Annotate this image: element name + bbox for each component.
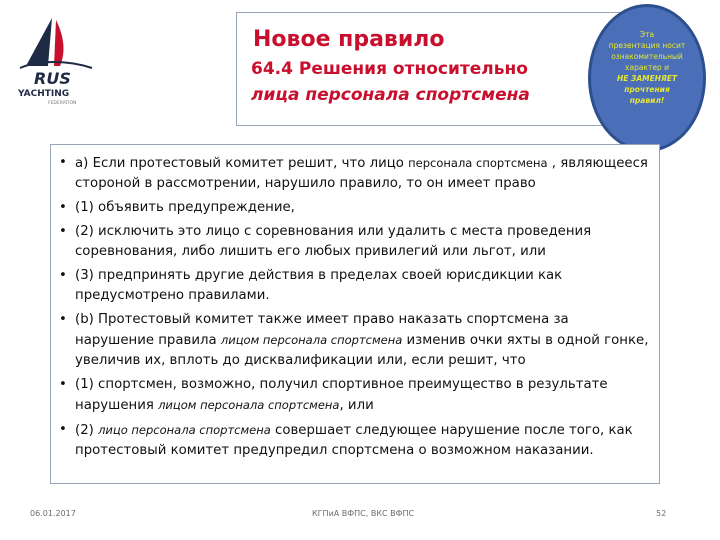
bullet: • (59, 200, 67, 215)
bullet: • (59, 377, 67, 392)
badge-emphasis: правил! (629, 96, 665, 105)
logo-rus-text: RUS (34, 69, 71, 88)
item-text: (1) объявить предупреждение, (75, 200, 295, 215)
badge-line: ознакомительный (611, 52, 683, 61)
list-item (59, 153, 649, 194)
item-term: лицом персонала спортсмена (158, 398, 340, 412)
badge-line: презентация носит (608, 41, 686, 50)
list-item (59, 198, 649, 218)
item-text: , являющееся стороной в рассмотрении, нарушило правило, то он имеет право (75, 156, 648, 191)
item-text: (1) спортсмен, возможно, получил спортивное преимущество в результате нарушения (75, 377, 608, 413)
item-text: (3) предпринять другие действия в пределах своей юрисдикции как предусмотрено правилами. (75, 268, 563, 303)
badge-emphasis: прочтения (624, 85, 670, 94)
item-text: изменив очки яхты в одной гонке, увеличив их, вплоть до дисквалификации или, если решит, что (75, 333, 649, 368)
item-term: лицо персонала спортсмена (98, 423, 271, 437)
logo-federation-text: FEDERATION (48, 101, 77, 106)
rus-yachting-logo (8, 14, 104, 106)
bullet: • (59, 422, 67, 437)
footer-organization: КГПиА ВФПС, ВКС ВФПС (312, 509, 415, 518)
bullet: • (59, 224, 67, 239)
rule-text-box (50, 144, 660, 484)
badge-emphasis: НЕ ЗАМЕНЯЕТ (616, 74, 678, 83)
list-item (59, 375, 649, 416)
list-item (59, 222, 649, 262)
badge-line: Эта (639, 30, 655, 39)
item-text: , или (339, 398, 374, 413)
list-item (59, 266, 649, 306)
slide-subtitle-topic: лица персонала спортсмена (251, 85, 530, 105)
item-term: лицом персонала спортсмена (220, 333, 403, 347)
footer-date: 06.01.2017 (30, 509, 76, 518)
slide-title: Новое правило (253, 27, 445, 52)
logo-yachting-text: YACHTING (18, 89, 70, 99)
slide-subtitle-rule: 64.4 Решения относительно (251, 59, 528, 79)
bullet: • (59, 312, 67, 327)
item-text: (b) Протестовый комитет также имеет право наказать спортсмена за нарушение правила (75, 312, 569, 348)
item-term: персонала спортсмена (408, 156, 548, 170)
list-item (59, 420, 649, 461)
item-text: совершает следующее нарушение после того, как протестовый комитет предупредил спортсмена о возможном наказании. (75, 423, 633, 458)
item-text: (2) (75, 423, 99, 438)
title-box (236, 12, 638, 126)
badge-line: характер и (625, 63, 669, 72)
item-text: a) Если протестовый комитет решит, что лицо (75, 156, 409, 171)
disclaimer-badge (588, 4, 706, 152)
footer-page-number: 52 (656, 509, 667, 518)
item-text: (2) исключить это лицо с соревнования или удалить с места проведения соревнования, либо лишить его любых привилегий или льгот, или (75, 224, 592, 259)
bullet: • (59, 155, 67, 170)
list-item (59, 310, 649, 371)
bullet: • (59, 268, 67, 283)
